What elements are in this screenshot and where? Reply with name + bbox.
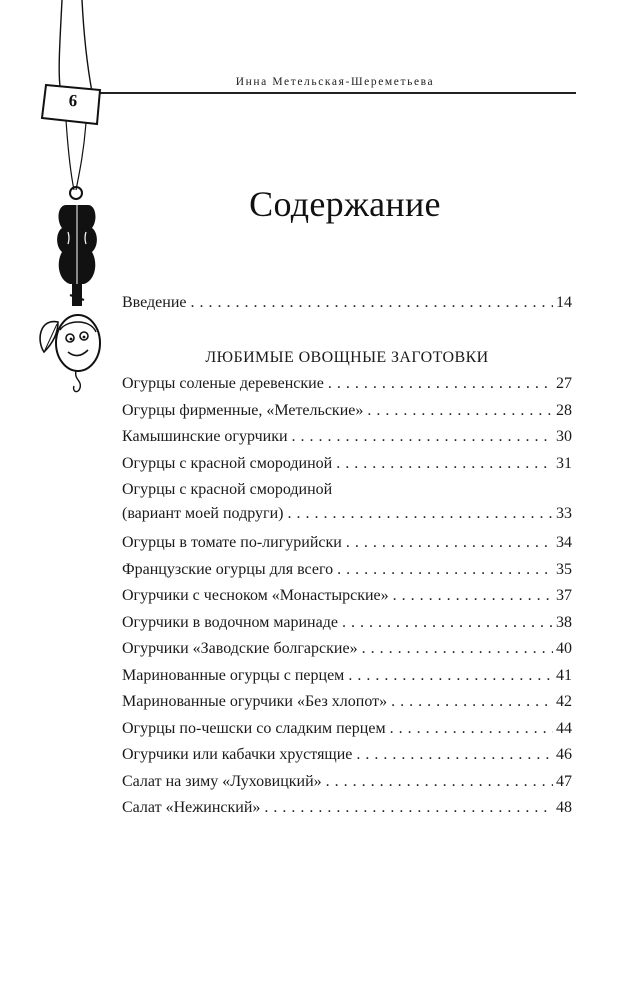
toc-entry-text: Французские огурцы для всего [122,560,334,578]
toc-entry[interactable] [122,583,572,610]
toc-entry-text: Огурцы с красной смородиной [122,454,333,472]
dot-leader [367,398,553,425]
toc-entry-page: 46 [556,746,572,763]
section-heading: ЛЮБИМЫЕ ОВОЩНЫЕ ЗАГОТОВКИ [205,348,489,366]
dot-leader [393,583,553,610]
toc-entry-page: 41 [556,666,572,684]
toc-entry-page: 48 [556,799,572,816]
toc-entry-text: Огурчики в водочном маринаде [122,613,338,631]
dot-leader [391,689,553,716]
dot-leader [348,663,553,690]
toc-entry[interactable] [122,371,572,398]
toc-entry-page: 34 [556,534,572,551]
toc-entry-text: Огурчики с чесноком «Монастырские» [122,587,389,604]
toc-entry-intro[interactable] [122,290,572,317]
toc-entry[interactable] [122,689,572,716]
toc-entry-page: 42 [556,693,572,710]
toc-entry-text: Маринованные огурцы с перцем [122,666,345,684]
toc-entry-page: 44 [556,719,572,737]
toc-entry[interactable] [122,557,572,584]
toc-entry-two-line[interactable] [122,477,572,530]
toc-entry-text: Салат «Нежинский» [122,799,261,816]
toc-entry-text: Камышинские огурчики [122,428,288,445]
dot-leader [191,290,554,317]
dot-leader [292,424,553,451]
dot-leader [356,742,553,769]
dot-leader [287,501,553,528]
toc-entry[interactable] [122,663,572,690]
toc-entry-page: 35 [556,560,572,578]
dot-leader [390,716,553,743]
toc-entry-text: Огурцы соленые деревенские [122,375,324,392]
toc-entry[interactable] [122,742,572,769]
dot-leader [337,557,553,584]
toc-entry-page: 47 [556,772,572,790]
toc-entry-text: Салат на зиму «Луховицкий» [122,772,322,790]
toc-entry-text-continued: (вариант моей подруги) [122,505,284,522]
dot-leader [342,610,553,637]
toc-entry-page: 38 [556,613,572,631]
toc-entry-text: Огурцы фирменные, «Метельские» [122,401,364,419]
toc-entry-page: 28 [556,401,572,419]
dot-leader [362,636,553,663]
toc-entry-text: Огурцы в томате по-лигурийски [122,534,342,551]
toc-entry[interactable] [122,530,572,557]
dot-leader [264,795,553,822]
table-of-contents [122,290,572,822]
toc-entry[interactable] [122,398,572,425]
dot-leader [346,530,553,557]
toc-entry[interactable] [122,716,572,743]
header-author: Инна Метельская-Шереметьева [235,76,435,88]
toc-entry-page: 31 [556,454,572,472]
toc-entry-page: 14 [556,294,572,311]
toc-entry-text: Введение [122,294,187,311]
dot-leader [336,451,553,478]
toc-entry-page: 37 [556,587,572,604]
toc-entry-text: Огурчики «Заводские болгарские» [122,640,358,657]
page-title: Содержание [249,184,441,224]
dot-leader [328,371,553,398]
toc-entry-text: Огурцы по-чешски со сладким перцем [122,719,386,737]
toc-entry-text: Огурцы с красной смородиной [122,481,333,498]
page-number: 6 [68,90,78,111]
toc-entry[interactable] [122,424,572,451]
toc-entry-page: 30 [556,428,572,445]
violin-cucumber-illustration [0,0,140,400]
toc-entry-text: Маринованные огурчики «Без хлопот» [122,693,388,710]
toc-entry[interactable] [122,795,572,822]
toc-entry-page: 40 [556,640,572,657]
header-rule [100,92,576,94]
toc-entry[interactable] [122,769,572,796]
toc-entry-text: Огурчики или кабачки хрустящие [122,746,353,763]
toc-entry[interactable] [122,451,572,478]
toc-entry[interactable] [122,610,572,637]
toc-entry[interactable] [122,636,572,663]
toc-entry-page: 33 [556,505,572,522]
toc-entry-page: 27 [556,375,572,392]
toc-entry-second-line [122,501,572,528]
dot-leader [326,769,553,796]
